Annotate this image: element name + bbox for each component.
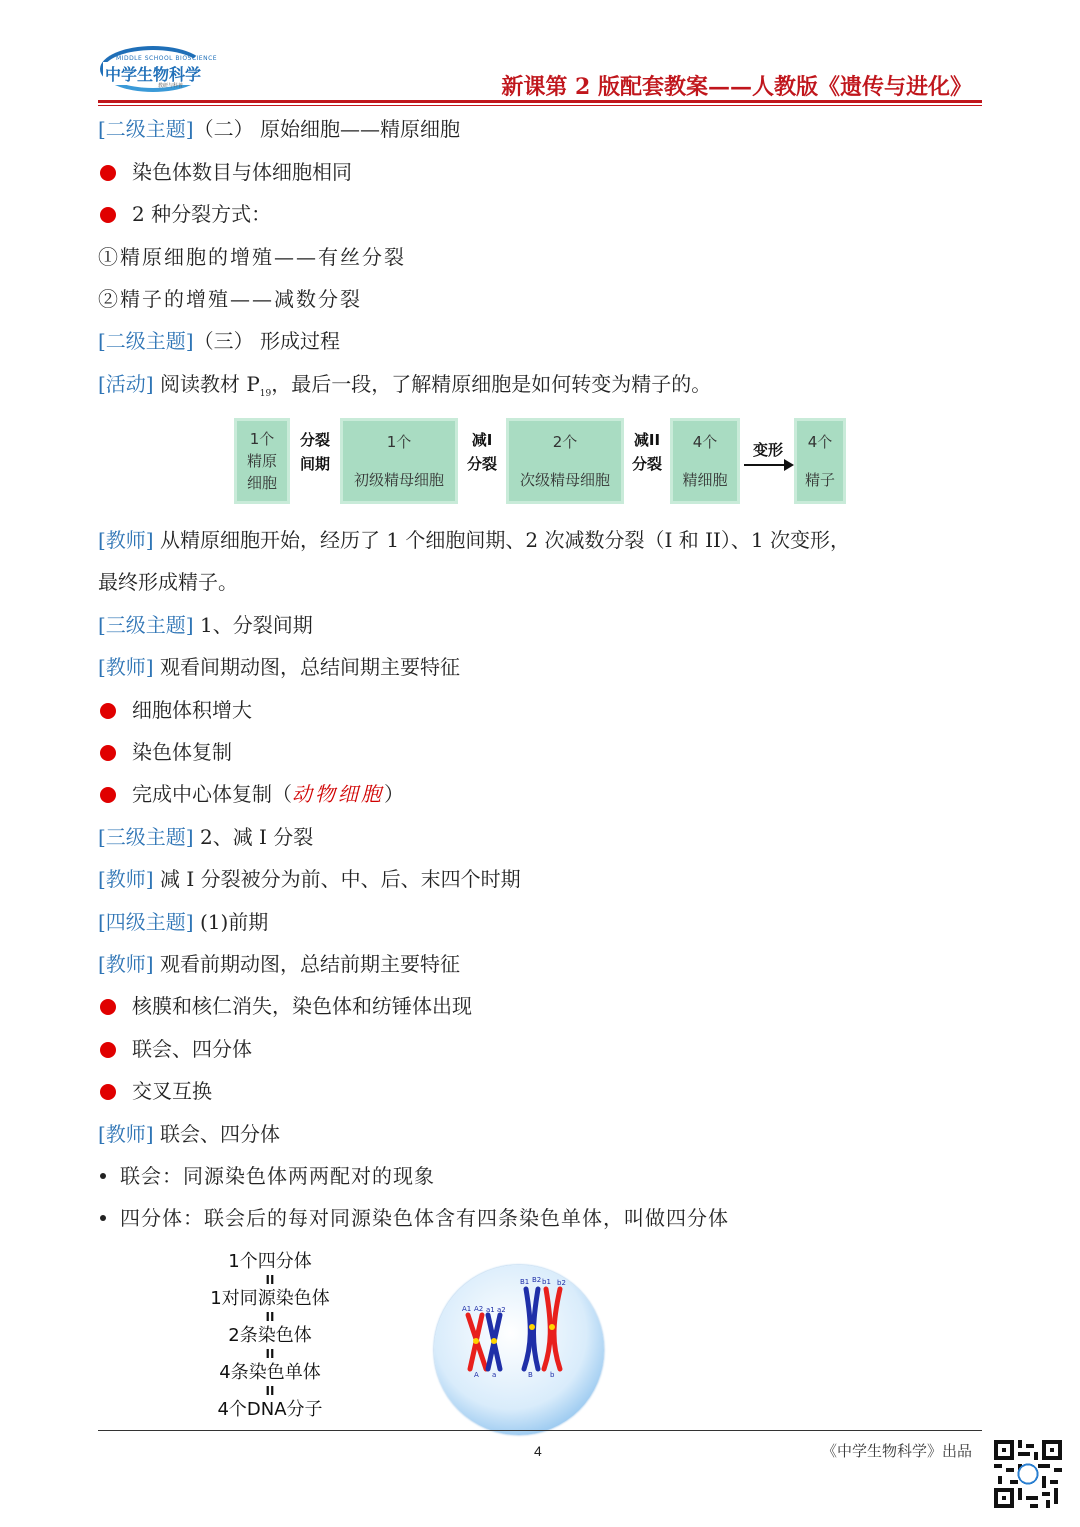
definition-item — [98, 1204, 729, 1232]
chromosome-svg — [434, 1265, 604, 1435]
tetrad-item: 1对同源染色体 — [210, 1288, 330, 1309]
tetrad-item: 4个DNA分子 — [217, 1399, 323, 1420]
heading-text: 2、减 I 分裂 — [199, 825, 314, 849]
logo-chinese-text: 中学生物科学 — [103, 62, 203, 85]
definition-text: 四分体：联会后的每对同源染色体含有四条染色单体，叫做四分体 — [120, 1206, 729, 1230]
allele-label: A1 — [462, 1305, 472, 1313]
allele-label: b2 — [557, 1279, 566, 1287]
allele-label: a2 — [497, 1306, 506, 1314]
header-rule-thin — [98, 105, 982, 106]
bullet-text: 染色体数目与体细胞相同 — [132, 160, 352, 184]
logo — [98, 44, 218, 94]
allele-label: b1 — [542, 1278, 551, 1286]
flow-box-secondary-spermatocyte — [506, 418, 624, 504]
flow-box-primary-spermatocyte — [340, 418, 458, 504]
tetrad-item: 1个四分体 — [228, 1251, 312, 1272]
teacher-text: 减 I 分裂被分为前、中、后、末四个时期 — [159, 867, 521, 891]
qr-code-icon — [994, 1440, 1062, 1508]
teacher-line — [98, 653, 460, 681]
section-heading-interphase — [98, 611, 313, 639]
teacher-text: 联会、四分体 — [159, 1122, 280, 1146]
red-bullet-icon — [100, 1084, 116, 1100]
heading-text: (1)前期 — [199, 910, 269, 934]
equals-sign: II — [265, 1273, 275, 1287]
footer-rule — [98, 1430, 982, 1431]
tag-label: [教师] — [98, 655, 154, 679]
bullet-dot-icon — [100, 1173, 106, 1179]
flow-box-count: 2个 — [552, 433, 578, 451]
teacher-text: 观看前期动图，总结前期主要特征 — [159, 952, 460, 976]
equals-sign: II — [265, 1347, 275, 1361]
teacher-text: 观看间期动图，总结间期主要特征 — [159, 655, 460, 679]
tag-label: [教师] — [98, 952, 154, 976]
tetrad-item: 2条染色体 — [228, 1325, 312, 1346]
heading-text: 1、分裂间期 — [199, 613, 313, 637]
flow-box-name: 精子 — [804, 471, 835, 489]
arrow-label-bottom: 间期 — [299, 455, 330, 473]
arrow-label-top: 变形 — [752, 441, 783, 459]
numbered-item: ②精子的增殖——减数分裂 — [98, 287, 362, 311]
bullet-text: 核膜和核仁消失，染色体和纺锤体出现 — [132, 994, 472, 1018]
tag-label: [教师] — [98, 528, 154, 552]
tag-label: [教师] — [98, 867, 154, 891]
footer-credit: 《中学生物科学》出品 — [821, 1442, 972, 1460]
allele-label: a — [492, 1371, 497, 1379]
tag-label: [四级主题] — [98, 910, 194, 934]
flow-box-spermatogonium — [234, 418, 290, 504]
definition-item — [98, 1162, 435, 1190]
red-bullet-icon — [100, 999, 116, 1015]
bullet-text: 联会、四分体 — [132, 1037, 252, 1061]
tag-label: [活动] — [98, 372, 154, 396]
teacher-line — [98, 526, 850, 554]
flow-box-spermatid — [670, 418, 740, 504]
heading-text: （二） 原始细胞——精原细胞 — [193, 117, 460, 141]
activity-text-pre: 阅读教材 P — [159, 372, 260, 396]
tag-label: [三级主题] — [98, 825, 194, 849]
bullet-item — [98, 158, 352, 186]
spermatogenesis-flow-diagram — [234, 414, 846, 506]
flow-box-count: 4个 — [807, 433, 833, 451]
red-bullet-icon — [100, 165, 116, 181]
tetrad-item: 4条染色单体 — [219, 1362, 321, 1383]
allele-label: B — [528, 1371, 533, 1379]
numbered-item: ①精原细胞的增殖——有丝分裂 — [98, 245, 406, 269]
red-bullet-icon — [100, 703, 116, 719]
equals-sign: II — [265, 1310, 275, 1324]
tetrad-equivalence-list — [200, 1252, 340, 1419]
tag-label: [二级主题] — [98, 329, 194, 353]
red-bullet-icon — [100, 207, 116, 223]
allele-label: A2 — [474, 1305, 484, 1313]
logo-english-text: MIDDLE SCHOOL BIOSCIENCE — [116, 55, 218, 62]
bullet-text: 染色体复制 — [132, 740, 232, 764]
teacher-line-continued: 最终形成精子。 — [98, 570, 238, 594]
bullet-item — [98, 780, 404, 808]
tag-label: [教师] — [98, 1122, 154, 1146]
tag-label: [二级主题] — [98, 117, 194, 141]
allele-label: a1 — [486, 1306, 495, 1314]
red-bullet-icon — [100, 745, 116, 761]
equals-sign: II — [265, 1384, 275, 1398]
bullet-item — [98, 738, 232, 766]
page-number: 4 — [534, 1443, 542, 1459]
flow-box-name: 精原 — [246, 452, 277, 470]
header-rule — [98, 100, 982, 103]
flow-box-name: 细胞 — [246, 474, 277, 492]
bullet-item — [98, 200, 271, 228]
flow-arrow-meiosis-2 — [626, 428, 668, 476]
teacher-line — [98, 865, 521, 893]
flow-box-name: 精细胞 — [682, 471, 728, 489]
arrow-label-top: 分裂 — [299, 431, 330, 449]
bullet-item — [98, 1077, 212, 1105]
flow-box-count: 4个 — [692, 433, 718, 451]
teacher-line — [98, 950, 460, 978]
allele-label: B1 — [520, 1278, 530, 1286]
header-title: 新课第 2 版配套教案——人教版《遗传与进化》 — [501, 74, 972, 100]
bullet-text: 完成中心体复制（ — [132, 782, 292, 806]
flow-arrow-transformation — [744, 418, 792, 462]
section-heading-primitive-cell — [98, 115, 460, 143]
allele-label: A — [474, 1371, 479, 1379]
flow-arrow-meiosis-1 — [460, 428, 504, 476]
bullet-item — [98, 1035, 252, 1063]
bullet-text: 交叉互换 — [132, 1079, 212, 1103]
logo-subtitle: 教研与科普 — [158, 83, 184, 89]
activity-line — [98, 370, 711, 408]
arrow-label-bottom: 分裂 — [631, 455, 662, 473]
arrow-label-top: 减II — [633, 431, 661, 449]
bullet-text-end: ） — [384, 782, 404, 806]
flow-box-count: 1个 — [249, 430, 275, 448]
heading-text: （三） 形成过程 — [193, 329, 340, 353]
animal-cell-note: 动物细胞 — [292, 782, 384, 806]
allele-label: b — [550, 1371, 555, 1379]
arrow-head-icon — [784, 459, 794, 471]
bullet-item — [98, 992, 472, 1020]
bullet-item — [98, 696, 252, 724]
bullet-text: 细胞体积增大 — [132, 698, 252, 722]
flow-box-name: 初级精母细胞 — [353, 471, 444, 489]
flow-arrow-interphase — [292, 428, 338, 476]
flow-box-name: 次级精母细胞 — [519, 471, 610, 489]
arrow-label-bottom: 分裂 — [466, 455, 497, 473]
cell-tetrad-illustration — [434, 1265, 604, 1435]
activity-text-post: ，最后一段，了解精原细胞是如何转变为精子的。 — [271, 372, 712, 396]
bullet-text: 2 种分裂方式： — [132, 202, 272, 226]
definition-text: 联会：同源染色体两两配对的现象 — [120, 1164, 435, 1188]
flow-box-count: 1个 — [386, 433, 412, 451]
arrow-label-top: 减I — [471, 431, 493, 449]
red-bullet-icon — [100, 1042, 116, 1058]
teacher-line — [98, 1120, 280, 1148]
tag-label: [三级主题] — [98, 613, 194, 637]
flow-box-sperm — [794, 418, 846, 504]
red-bullet-icon — [100, 787, 116, 803]
teacher-text: 从精原细胞开始，经历了 1 个细胞间期、2 次减数分裂（I 和 II）、1 次变形， — [159, 528, 850, 552]
section-heading-prophase — [98, 908, 268, 936]
chromosome-pair-b — [524, 1289, 560, 1369]
section-heading-meiosis-1 — [98, 823, 313, 851]
chromosome-pair-a — [468, 1315, 500, 1369]
bullet-dot-icon — [100, 1215, 106, 1221]
allele-label: B2 — [532, 1276, 542, 1284]
section-heading-process — [98, 327, 340, 355]
page-subscript: 19 — [259, 389, 272, 399]
